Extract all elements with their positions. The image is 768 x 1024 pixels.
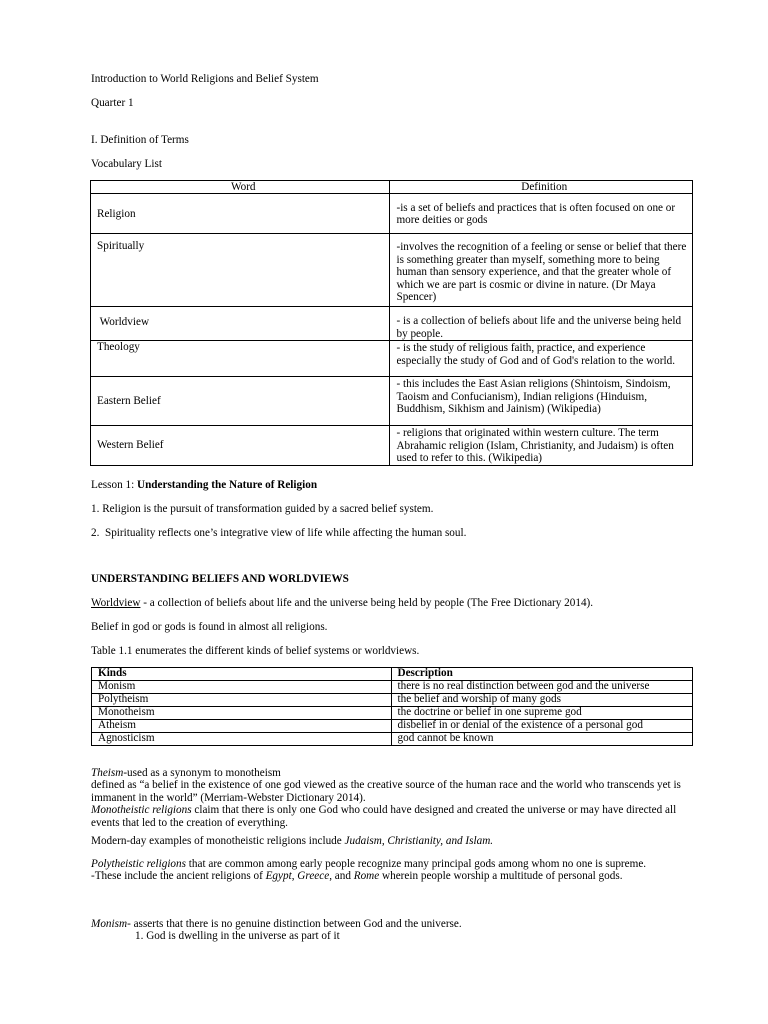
- monism-text: - asserts that there is no genuine distinction between God and the universe.: [127, 918, 462, 930]
- kinds-row: [92, 720, 693, 733]
- theism-text: -used as a synonym to monotheism: [123, 767, 281, 779]
- definition-cell: - is the study of religious faith, practice, and experience especially the study of God and of God's relation to the world.: [390, 341, 693, 377]
- term-cell: Religion: [91, 194, 390, 234]
- document-title: Introduction to World Religions and Belief System: [91, 73, 319, 85]
- modern-examples: [91, 835, 691, 847]
- worldview-term: Worldview: [91, 597, 141, 609]
- lesson-title: Understanding the Nature of Religion: [137, 479, 318, 491]
- section-heading-definitions: I. Definition of Terms: [91, 134, 189, 146]
- monism-term: Monism: [91, 918, 128, 930]
- definition-cell: - religions that originated within western culture. The term Abrahamic religion (Islam, Christianity, and Judaism) is often used to refer to this. (Wikipedia): [390, 426, 693, 465]
- theism-definition: defined as “a belief in the existence of one god viewed as the creative source of the human race and the world who transcends yet is immanent in the world” (Merriam-Webster Dictionary 2014).: [91, 779, 681, 804]
- theism-term: Theism: [91, 767, 124, 779]
- monotheistic-text: claim that there is only one God who could have designed and created the universe or may have directed all events that led to the creation of everything.: [91, 804, 677, 829]
- kind-cell: Polytheism: [92, 694, 392, 707]
- table-intro: Table 1.1 enumerates the different kinds of belief systems or worldviews.: [91, 645, 420, 657]
- vocabulary-row: [91, 341, 693, 377]
- lesson-heading: [91, 479, 317, 491]
- vocabulary-heading: Vocabulary List: [91, 158, 162, 170]
- greece-term: Greece: [297, 870, 330, 883]
- definition-cell: -is a set of beliefs and practices that is often focused on one or more deities or gods: [390, 194, 693, 234]
- vocabulary-header-row: [91, 181, 693, 194]
- term-cell: Western Belief: [91, 426, 390, 465]
- rome-term: Rome: [353, 870, 380, 883]
- separator: ,: [291, 870, 298, 883]
- egypt-term: Egypt: [265, 870, 292, 883]
- lesson-point-2: 2. Spirituality reflects one’s integrative view of life while affecting the human soul.: [91, 527, 467, 539]
- header-word: Word: [91, 181, 390, 194]
- kinds-row: [92, 681, 693, 694]
- kinds-row: [92, 733, 693, 746]
- kind-cell: Monism: [92, 681, 392, 694]
- kind-cell: Agnosticism: [92, 733, 392, 746]
- description-cell: god cannot be known: [391, 733, 693, 746]
- belief-kinds-table: [91, 667, 693, 746]
- definition-cell: -involves the recognition of a feeling or sense or belief that there is something greater than myself, something more to being human than sensory experience, and that the greater whole of which we are part is cosmic or divine in nature. (Dr Maya Spencer): [390, 234, 693, 307]
- kind-cell: Atheism: [92, 720, 392, 733]
- description-cell: disbelief in or denial of the existence of a personal god: [391, 720, 693, 733]
- monotheistic-term: Monotheistic religions: [91, 804, 192, 817]
- kind-cell: Monotheism: [92, 707, 392, 720]
- lesson-point-1: 1. Religion is the pursuit of transformation guided by a sacred belief system.: [91, 503, 434, 515]
- kinds-header-row: [92, 668, 693, 681]
- monotheistic-definition: [91, 804, 691, 829]
- term-cell: Theology: [91, 341, 390, 377]
- description-cell: the doctrine or belief in one supreme god: [391, 707, 693, 720]
- term-cell: Worldview: [91, 307, 390, 341]
- lesson-prefix: Lesson 1:: [91, 479, 137, 491]
- vocabulary-row: [91, 194, 693, 234]
- monism-definition: [91, 918, 691, 930]
- term-cell: Spiritually: [91, 234, 390, 307]
- header-kinds: Kinds: [92, 668, 392, 681]
- header-description: Description: [391, 668, 693, 681]
- polytheistic-term: Polytheistic religions: [91, 858, 186, 870]
- polytheistic-paragraph: [91, 858, 691, 883]
- vocabulary-row: [91, 426, 693, 465]
- belief-line: Belief in god or gods is found in almost all religions.: [91, 621, 328, 633]
- term-cell: Eastern Belief: [91, 377, 390, 426]
- vocabulary-row: [91, 307, 693, 341]
- kinds-row: [92, 694, 693, 707]
- worldview-text: - a collection of beliefs about life and the universe being held by people (The Free Dictionary 2014).: [140, 597, 594, 609]
- ancient-suffix: wherein people worship a multitude of personal gods.: [379, 870, 623, 883]
- worldview-definition: [91, 597, 593, 609]
- polytheistic-text: that are common among early people recognize many principal gods among whom no one is supreme.: [185, 858, 647, 870]
- quarter-label: Quarter 1: [91, 97, 134, 109]
- header-definition: Definition: [390, 181, 693, 194]
- theism-line: [91, 767, 691, 779]
- ancient-religions: [91, 870, 691, 882]
- separator: , and: [329, 870, 354, 883]
- description-cell: there is no real distinction between god and the universe: [391, 681, 693, 694]
- description-cell: the belief and worship of many gods: [391, 694, 693, 707]
- monism-point-1: 1. God is dwelling in the universe as part of it: [135, 930, 340, 943]
- vocabulary-row: [91, 234, 693, 307]
- modern-prefix: Modern-day examples of monotheistic religions include: [91, 835, 345, 847]
- kinds-row: [92, 707, 693, 720]
- modern-examples-list: Judaism, Christianity, and Islam.: [344, 835, 494, 847]
- polytheistic-definition: [91, 858, 691, 870]
- theism-paragraph: [91, 767, 691, 829]
- definition-cell: - this includes the East Asian religions (Shintoism, Sindoism, Taoism and Confucianism), Indian religions (Hinduism, Buddhism, Sikhism and Jainism) (Wikipedia): [390, 377, 693, 426]
- definition-cell: - is a collection of beliefs about life and the universe being held by people.: [390, 307, 693, 341]
- monism-paragraph: [91, 918, 691, 943]
- vocabulary-row: [91, 377, 693, 426]
- section-heading-beliefs: UNDERSTANDING BELIEFS AND WORLDVIEWS: [91, 573, 349, 585]
- vocabulary-table: [90, 180, 693, 466]
- ancient-prefix: -These include the ancient religions of: [91, 870, 266, 883]
